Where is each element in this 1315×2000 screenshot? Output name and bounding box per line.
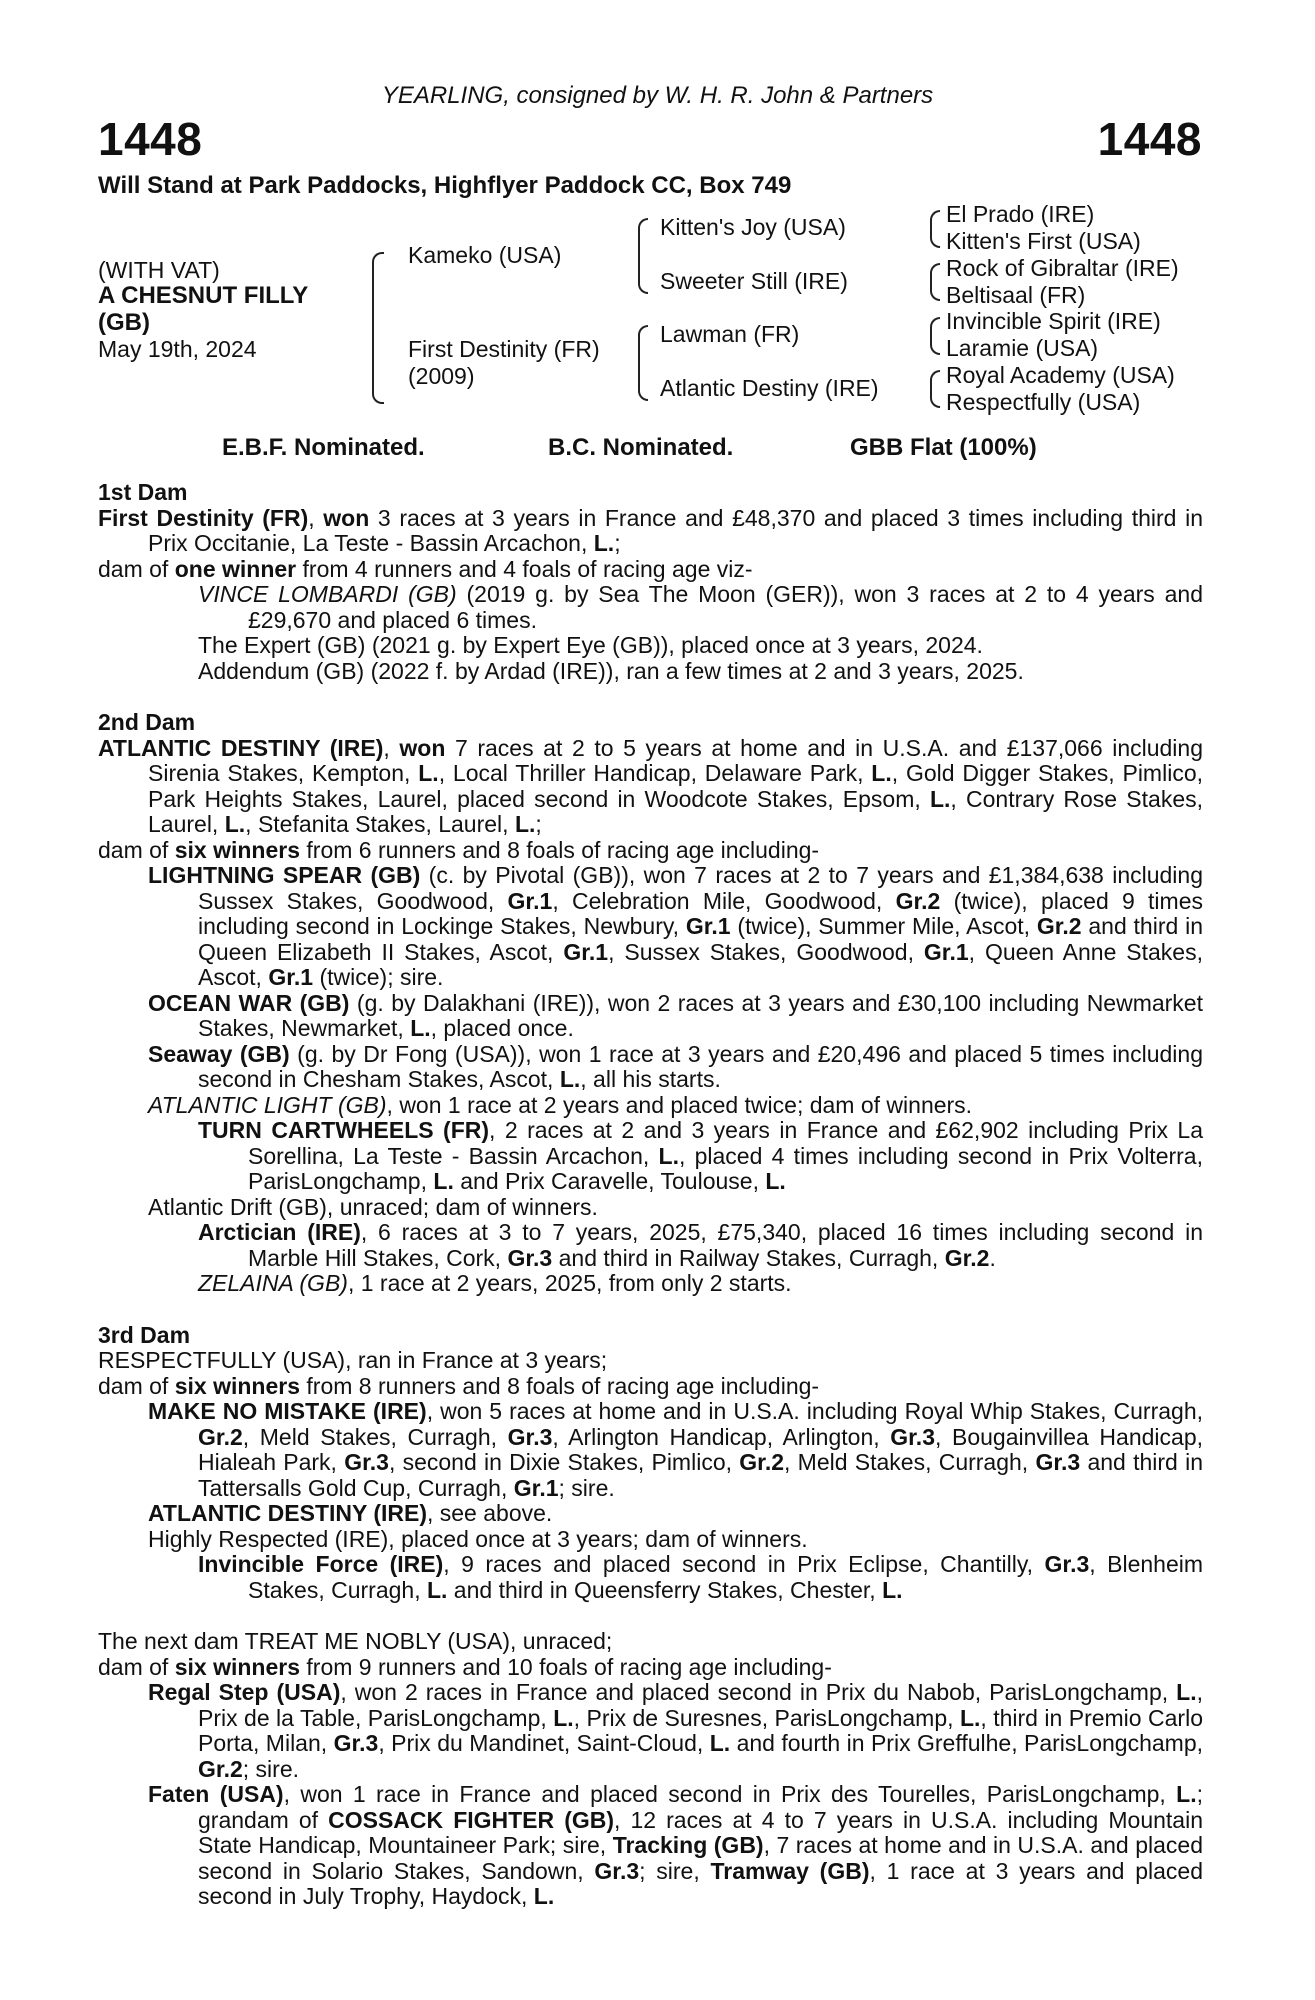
pedigree-ddd: Respectfully (USA)	[946, 389, 1141, 415]
pedigree-sire-sire: Kitten's Joy (USA)	[660, 214, 846, 240]
horse-name: A CHESNUT FILLY	[98, 282, 309, 309]
stand-location: Will Stand at Park Paddocks, Highflyer Paddock CC, Box 749	[98, 172, 792, 199]
ebf-nomination: E.B.F. Nominated.	[222, 434, 425, 461]
pedigree-sdd: Beltisaal (FR)	[946, 282, 1086, 308]
first-dam-entry: First Destinity (FR), won 3 races at 3 years in France and £48,370 and placed 3 times including third in Prix Occitanie, La Teste - Bassin Arcachon, L.;	[98, 504, 1204, 556]
produce-entry: Addendum (GB) (2022 f. by Ardad (IRE)), ran a few times at 2 and 3 years, 2025.	[198, 657, 1024, 684]
consignor-line: YEARLING, consigned by W. H. R. John & Partners	[381, 82, 934, 109]
produce-entry: ATLANTIC DESTINY (IRE), see above.	[148, 1500, 553, 1526]
pedigree-dds: Royal Academy (USA)	[946, 362, 1175, 388]
pedigree-dam: First Destinity (FR)	[408, 336, 600, 362]
second-dam-entry: ATLANTIC DESTINY (IRE), won 7 races at 2 to 5 years at home and in U.S.A. and £137,066 including Sirenia Stakes, Kempton, L., Local Thriller Handicap, Delaware Park, L., Gold Digger Stakes, Pimlico, Park Heights Stakes, Laurel, placed second in Woodcote Stakes, Epsom, L., Contrary Rose Stakes, Laurel, L., Stefanita Stakes, Laurel, L.;	[98, 734, 1204, 837]
next-dam-entry: The next dam TREAT ME NOBLY (USA), unraced;	[98, 1628, 613, 1654]
third-dam-produce-summary: dam of six winners from 8 runners and 8 foals of racing age including-	[98, 1372, 820, 1399]
pedigree-brace-ds	[930, 317, 940, 355]
lot-number-right: 1448	[1097, 113, 1202, 165]
horse-suffix: (GB)	[98, 309, 150, 336]
pedigree-brace-dd	[930, 370, 940, 408]
produce-entry: Seaway (GB) (g. by Dr Fong (USA)), won 1 race at 3 years and £20,496 and placed 5 times including second in Chesham Stakes, Ascot, L., all his starts.	[148, 1040, 1203, 1092]
pedigree-brace-sd	[930, 263, 940, 301]
pedigree-dsd: Laramie (USA)	[946, 335, 1099, 361]
birth-date: May 19th, 2024	[98, 336, 257, 362]
pedigree-dam-year: (2009)	[408, 363, 475, 389]
produce-entry: ZELAINA (GB), 1 race at 2 years, 2025, from only 2 starts.	[198, 1270, 792, 1296]
pedigree-sire: Kameko (USA)	[408, 242, 562, 268]
pedigree-sss: El Prado (IRE)	[946, 201, 1095, 227]
third-dam-heading: 3rd Dam	[98, 1321, 191, 1348]
produce-entry: Arctician (IRE), 6 races at 3 to 7 years, 2025, £75,340, placed 16 times including second in Marble Hill Stakes, Cork, Gr.3 and third in Railway Stakes, Curragh, Gr.2.	[198, 1219, 1203, 1271]
pedigree-dam-sire: Lawman (FR)	[660, 321, 800, 347]
pedigree-ssd: Kitten's First (USA)	[946, 228, 1141, 254]
next-dam-produce-summary: dam of six winners from 9 runners and 10 foals of racing age including-	[98, 1653, 832, 1680]
produce-entry: Invincible Force (IRE), 9 races and placed second in Prix Eclipse, Chantilly, Gr.3, Blenheim Stakes, Curragh, L. and third in Queensferry Stakes, Chester, L.	[198, 1551, 1204, 1603]
pedigree-sire-dam: Sweeter Still (IRE)	[660, 268, 848, 294]
produce-entry: ATLANTIC LIGHT (GB), won 1 race at 2 years and placed twice; dam of winners.	[148, 1091, 973, 1118]
produce-entry: LIGHTNING SPEAR (GB) (c. by Pivotal (GB)), won 7 races at 2 to 7 years and £1,384,638 including Sussex Stakes, Goodwood, Gr.1, Celebration Mile, Goodwood, Gr.2 (twice), placed 9 times including second in Lockinge Stakes, Newbury, Gr.1 (twice), Summer Mile, Ascot, Gr.2 and third in Queen Elizabeth II Stakes, Ascot, Gr.1, Sussex Stakes, Goodwood, Gr.1, Queen Anne Stakes, Ascot, Gr.1 (twice); sire.	[148, 862, 1203, 990]
produce-entry: MAKE NO MISTAKE (IRE), won 5 races at home and in U.S.A. including Royal Whip Stakes, Curragh, Gr.2, Meld Stakes, Curragh, Gr.3, Arlington Handicap, Arlington, Gr.3, Bougainvillea Handicap, Hialeah Park, Gr.3, second in Dixie Stakes, Pimlico, Gr.2, Meld Stakes, Curragh, Gr.3 and third in Tattersalls Gold Cup, Curragh, Gr.1; sire.	[148, 1398, 1204, 1501]
lot-number-left: 1448	[98, 113, 203, 165]
second-dam-heading: 2nd Dam	[98, 709, 196, 735]
pedigree-dss: Invincible Spirit (IRE)	[946, 308, 1161, 334]
catalogue-body	[98, 480, 1203, 1910]
pedigree-dam-dam: Atlantic Destiny (IRE)	[660, 375, 879, 401]
produce-entry: Highly Respected (IRE), placed once at 3 years; dam of winners.	[148, 1525, 808, 1552]
produce-entry: OCEAN WAR (GB) (g. by Dalakhani (IRE)), won 2 races at 3 years and £30,100 including Newmarket Stakes, Newmarket, L., placed once.	[148, 989, 1203, 1041]
pedigree-brace-main	[372, 252, 384, 404]
produce-entry: TURN CARTWHEELS (FR), 2 races at 2 and 3 years in France and £62,902 including Prix La Sorellina, La Teste - Bassin Arcachon, L., placed 4 times including second in Prix Volterra, ParisLongchamp, L. and Prix Caravelle, Toulouse, L.	[198, 1117, 1203, 1194]
pedigree-brace-dam	[638, 325, 648, 401]
produce-entry: The Expert (GB) (2021 g. by Expert Eye (GB)), placed once at 3 years, 2024.	[198, 632, 983, 658]
first-dam-produce-summary: dam of one winner from 4 runners and 4 foals of racing age viz-	[98, 555, 753, 582]
first-dam-heading: 1st Dam	[98, 479, 188, 505]
gbb-flat: GBB Flat (100%)	[850, 434, 1037, 461]
third-dam-entry: RESPECTFULLY (USA), ran in France at 3 years;	[98, 1347, 608, 1373]
produce-entry: VINCE LOMBARDI (GB) (2019 g. by Sea The Moon (GER)), won 3 races at 2 to 4 years and £29,670 and placed 6 times.	[198, 581, 1203, 633]
pedigree-brace-sire	[638, 218, 648, 294]
pedigree-brace-ss	[930, 210, 940, 248]
produce-entry: Regal Step (USA), won 2 races in France and placed second in Prix du Nabob, ParisLongchamp, L., Prix de la Table, ParisLongchamp, L., Prix de Suresnes, ParisLongchamp, L., third in Premio Carlo Porta, Milan, Gr.3, Prix du Mandinet, Saint-Cloud, L. and fourth in Prix Greffulhe, ParisLongchamp, Gr.2; sire.	[148, 1679, 1204, 1782]
pedigree-sds: Rock of Gibraltar (IRE)	[946, 255, 1179, 281]
vat-label: (WITH VAT)	[98, 257, 220, 283]
produce-entry: Atlantic Drift (GB), unraced; dam of winners.	[148, 1193, 598, 1220]
produce-entry: Faten (USA), won 1 race in France and placed second in Prix des Tourelles, ParisLongchamp, L.; grandam of COSSACK FIGHTER (GB), 12 races at 4 to 7 years in U.S.A. including Mountain State Handicap, Mountaineer Park; sire, Tracking (GB), 7 races at home and in U.S.A. and placed second in Solario Stakes, Sandown, Gr.3; sire, Tramway (GB), 1 race at 3 years and placed second in July Trophy, Haydock, L.	[148, 1781, 1203, 1909]
second-dam-produce-summary: dam of six winners from 6 runners and 8 foals of racing age including-	[98, 836, 820, 863]
bc-nomination: B.C. Nominated.	[548, 434, 734, 461]
